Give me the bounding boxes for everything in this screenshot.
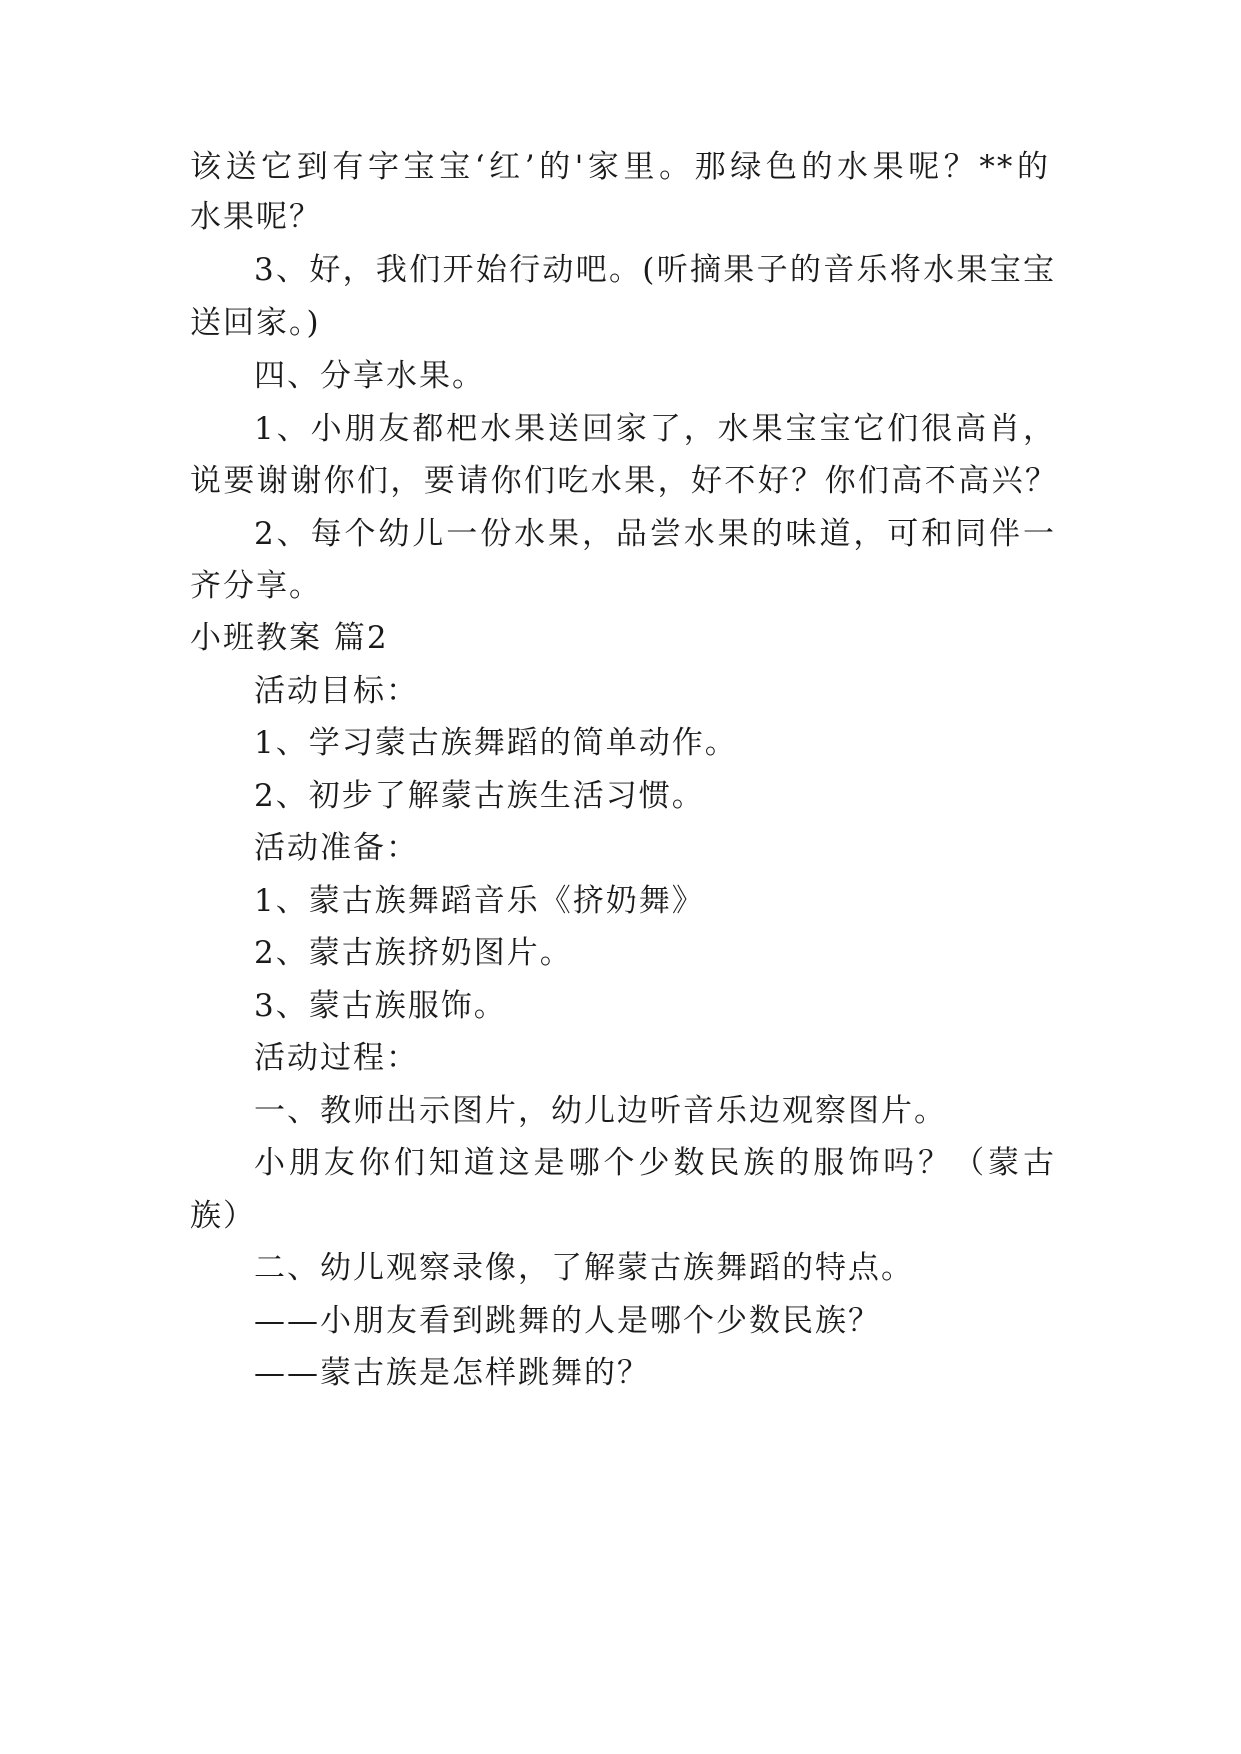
subheading: 活动目标： <box>254 673 419 709</box>
paragraph-line: ——蒙古族是怎样跳舞的？ <box>254 1355 650 1391</box>
paragraph-line: 小朋友你们知道这是哪个少数民族的服饰吗？（蒙古 <box>254 1145 1056 1181</box>
list-item: 1、蒙古族舞蹈音乐《挤奶舞》 <box>254 883 705 919</box>
list-item: 3、蒙古族服饰。 <box>254 988 507 1024</box>
paragraph-line: 水果呢？ <box>190 199 322 235</box>
paragraph-line: 一、教师出示图片，幼儿边听音乐边观察图片。 <box>254 1093 947 1129</box>
list-item: 1、学习蒙古族舞蹈的简单动作。 <box>254 725 738 761</box>
paragraph-line: 说要谢谢你们，要请你们吃水果，好不好？你们高不高兴？ <box>190 463 1058 499</box>
paragraph-line: 族） <box>190 1198 256 1234</box>
paragraph-line: 1、小朋友都杷水果送回家了，水果宝宝它们很高肖， <box>254 411 1056 447</box>
subheading: 活动准备： <box>254 830 419 866</box>
paragraph-line: 四、分享水果。 <box>254 358 485 394</box>
paragraph-line: 送回家。) <box>190 305 321 341</box>
paragraph-line: 该送它到有字宝宝‘红’的'家里。那绿色的水果呢？**的 <box>190 149 1050 185</box>
paragraph-line: ——小朋友看到跳舞的人是哪个少数民族？ <box>254 1303 881 1339</box>
paragraph-line: 齐分享。 <box>190 568 322 604</box>
paragraph-line: 2、每个幼儿一份水果，品尝水果的味道，可和同伴一 <box>254 516 1056 552</box>
paragraph-line: 二、幼儿观察录像，了解蒙古族舞蹈的特点。 <box>254 1250 914 1286</box>
list-item: 2、蒙古族挤奶图片。 <box>254 935 573 971</box>
subheading: 活动过程： <box>254 1040 419 1076</box>
section-heading: 小班教案 篇2 <box>190 620 389 656</box>
paragraph-line: 3、好，我们开始行动吧。(听摘果子的音乐将水果宝宝 <box>254 252 1056 288</box>
list-item: 2、初步了解蒙古族生活习惯。 <box>254 778 705 814</box>
